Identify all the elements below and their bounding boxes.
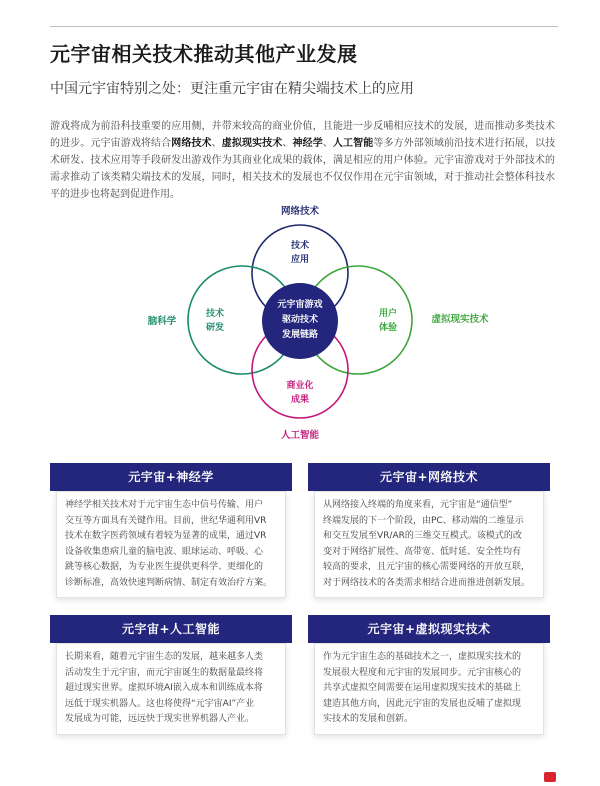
technology-venn-diagram [130, 200, 490, 450]
card-line: 远低于现实机器人。这也将使得“元宇宙AI”产业 [65, 698, 255, 709]
intro-sep-1: 、 [211, 138, 222, 149]
card-body [314, 491, 544, 598]
card-vr-tech [308, 615, 550, 735]
intro-text-2: 等多方外部领域前沿技术进行拓展，以技术研发、技术应用等手段研发出游戏作为其商业化成果的载体，满足相应的用户体验。元宇宙游戏对于外部技术的需求推动了该类精尖端技术的发展，同时，相关技术的发展也不仅仅作用在元宇宙领域，对于推动社会整体科技水平的进步也将起到促进作用。 [50, 138, 556, 200]
card-line: 诊断标准，高效快速判断病情、制定有效治疗方案。 [65, 577, 273, 588]
card-line: 和交互发展至VR/AR的三维交互模式。该模式的改 [323, 531, 522, 541]
card-line: 跳等核心数据，为专业医生提供更科学、更细化的 [65, 562, 264, 572]
card-line: 作为元宇宙生态的基础技术之一，虚拟现实技术的 [323, 652, 522, 662]
card-header: 元宇宙+网络技术 [308, 463, 550, 491]
bottom-label-1: 商业化 [286, 381, 314, 391]
card-line: 建造其他方向，因此元宇宙的发展也反哺了虚拟现 [323, 698, 522, 709]
card-line: 技术在数字医药领域有着较为显著的成果，通过VR [65, 531, 267, 541]
left-label-2: 研发 [205, 323, 225, 333]
card-body [56, 643, 286, 735]
center-line-1: 元宇宙游戏 [277, 300, 323, 310]
right-label-2: 体验 [378, 323, 398, 333]
card-neuroscience [50, 463, 292, 598]
keyword-network: 网络技术 [171, 138, 212, 149]
card-line: 发展很大程度和元宇宙的发展同步。元宇宙核心的 [323, 667, 522, 678]
card-network-tech [308, 463, 550, 598]
keyword-ai: 人工智能 [332, 138, 374, 149]
card-line: 变对于网络扩展性、高带宽、低时延、安全性均有 [323, 546, 522, 557]
center-line-3: 发展链路 [281, 330, 319, 340]
card-line: 设备收集患病儿童的脑电波、眼球运动、呼吸、心 [65, 546, 264, 557]
intro-text-1: 游戏将成为前沿科技重要的应用侧，并带来较高的商业价值，且能进一步反哺相应技术的发展，进而推动多类技术的进步。元宇宙游戏将结合 [50, 121, 555, 149]
card-line: 终端发展的下一个阶段，由PC、移动端的二维显示 [323, 515, 524, 526]
card-ai [50, 615, 292, 735]
page-subtitle: 中国元宇宙特别之处：更注重元宇宙在精尖端技术上的应用 [50, 81, 414, 97]
bottom-label-2: 成果 [290, 395, 310, 405]
card-line: 神经学相关技术对于元宇宙生态中信号传输、用户 [65, 500, 264, 510]
card-header: 元宇宙+神经学 [50, 463, 292, 491]
card-line: 交互等方面具有关键作用。目前，世纪华通利用VR [65, 515, 267, 526]
card-header: 元宇宙+人工智能 [50, 615, 292, 643]
footer-logo [544, 772, 556, 782]
keyword-neuro: 神经学 [292, 138, 323, 149]
outer-label-network: 网络技术 [280, 206, 320, 217]
card-line: 长期来看，随着元宇宙生态的发展，越来越多人类 [65, 652, 264, 662]
intro-paragraph [50, 118, 555, 203]
intro-sep-2: 、 [282, 138, 293, 149]
outer-label-ai: 人工智能 [280, 430, 320, 441]
card-line: 发展成为可能，远远快于现实世界机器人产业。 [65, 714, 255, 724]
top-divider [50, 26, 558, 27]
card-line: 较高的要求，且元宇宙的核心需要网络的开放互联， [323, 562, 531, 572]
card-line: 活动发生于元宇宙，而元宇宙诞生的数据量最终将 [65, 667, 264, 678]
top-label-1: 技术 [290, 241, 310, 251]
keyword-vr: 虚拟现实技术 [221, 138, 283, 149]
right-label-1: 用户 [378, 309, 398, 319]
card-line: 超过现实世界。虚拟环境AI嵌入成本和训练成本将 [65, 683, 263, 693]
card-line: 从网络接入终端的角度来看，元宇宙是“通信型” [323, 500, 513, 510]
outer-label-vr: 虚拟现实技术 [431, 314, 489, 325]
outer-label-brain-science: 脑科学 [147, 316, 177, 327]
card-line: 实技术的发展和创新。 [323, 714, 414, 724]
brand-logo-icon [544, 772, 556, 782]
card-line: 对于网络技术的各类需求相结合进而推进创新发展。 [323, 577, 531, 588]
center-line-2: 驱动技术 [281, 315, 319, 325]
card-body [56, 491, 286, 598]
card-header: 元宇宙+虚拟现实技术 [308, 615, 550, 643]
page-title: 元宇宙相关技术推动其他产业发展 [50, 42, 358, 66]
card-line: 共享式虚拟空间需要在运用虚拟现实技术的基础上 [323, 683, 522, 693]
top-label-2: 应用 [290, 255, 310, 265]
left-label-1: 技术 [205, 309, 225, 319]
card-body [314, 643, 544, 735]
intro-sep-3: 、 [322, 138, 333, 149]
